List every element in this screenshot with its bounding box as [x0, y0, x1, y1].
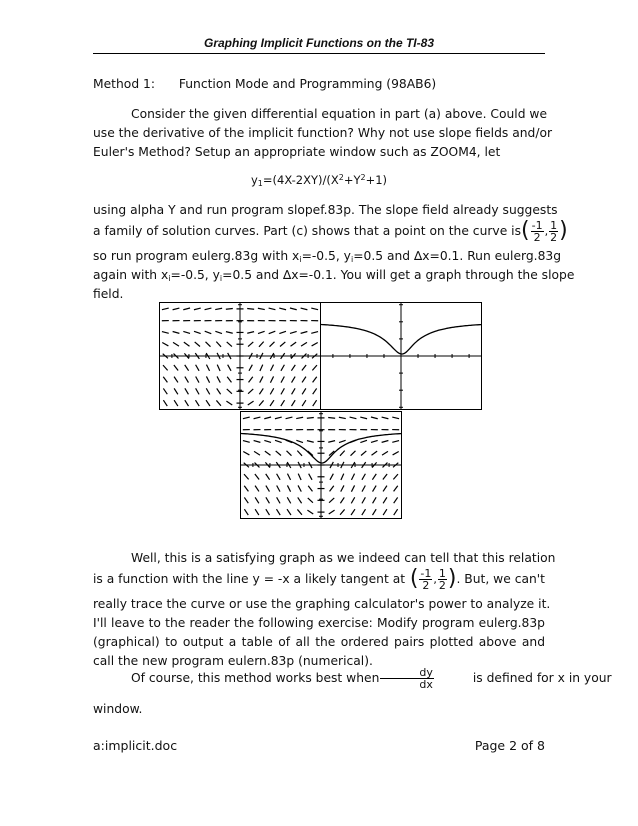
slope-segment — [266, 509, 270, 515]
slope-segment — [296, 440, 303, 442]
slope-segment — [308, 486, 312, 492]
slope-segment — [265, 451, 271, 455]
slope-segment — [339, 417, 346, 418]
slope-segment — [270, 400, 274, 406]
slope-segment — [254, 417, 261, 419]
method-title: Function Mode and Programming (98AB6) — [178, 77, 437, 91]
slope-segment — [279, 308, 286, 310]
slope-segment — [266, 486, 270, 492]
slope-segment — [373, 497, 377, 503]
slope-segment — [195, 342, 200, 347]
slope-segment — [372, 474, 376, 480]
slope-segment — [361, 451, 366, 456]
slope-segment — [307, 510, 313, 514]
slope-segment — [313, 377, 317, 383]
slope-segment — [173, 308, 180, 310]
para3-line4: I'll leave to the reader the following exercise: Modify program eulerg.83p — [93, 616, 545, 630]
slope-segment — [307, 441, 314, 443]
slope-segment — [341, 474, 344, 480]
slope-segment — [248, 389, 253, 394]
slope-segment — [394, 486, 398, 492]
slope-segment — [351, 451, 356, 456]
slope-segment — [340, 451, 345, 456]
slope-segment — [269, 331, 276, 333]
slope-segment — [196, 365, 199, 371]
slope-segment — [308, 498, 313, 503]
slope-segment — [174, 388, 178, 394]
para3-line5: (graphical) to output a table of all the ordered pairs plotted above and — [93, 635, 545, 649]
slope-segment — [270, 388, 273, 394]
slope-segment — [281, 400, 285, 406]
slope-segment — [301, 342, 307, 346]
slope-segment — [247, 309, 254, 310]
slope-segment — [362, 497, 365, 503]
slope-segment — [309, 474, 312, 480]
slope-segment — [217, 365, 220, 371]
slope-segment — [311, 308, 318, 310]
slope-segment — [287, 474, 290, 480]
slope-segment — [260, 365, 263, 371]
slope-segment — [254, 451, 260, 455]
slope-segment — [270, 376, 273, 382]
slope-segment — [215, 308, 222, 309]
slope-segment — [194, 308, 201, 310]
slope-segment — [244, 497, 248, 503]
tangent-point-fraction: ( $\frac{-1}{2}$ , $\frac{1}{2}$ ) — [409, 566, 457, 592]
slope-segment — [330, 486, 334, 492]
slope-segment — [360, 417, 367, 419]
slope-segment — [206, 342, 211, 347]
slope-segment — [162, 308, 169, 310]
slope-field-plot — [160, 303, 320, 409]
slope-segment — [217, 388, 221, 394]
slope-segment — [382, 451, 388, 455]
slope-segment — [307, 418, 314, 419]
slope-segment — [244, 509, 248, 515]
slope-segment — [185, 400, 189, 406]
slope-segment — [281, 376, 284, 382]
slope-segment — [281, 388, 284, 394]
slope-segment — [249, 377, 253, 383]
slope-segment — [243, 417, 250, 419]
slope-segment — [297, 509, 302, 514]
slope-segment — [383, 509, 387, 515]
slope-segment — [266, 497, 270, 503]
slope-segment — [226, 401, 232, 405]
slope-segment — [302, 365, 306, 371]
slope-segment — [298, 497, 302, 503]
slope-segment — [196, 388, 199, 394]
footer-page-number: Page 2 of 8 — [474, 738, 545, 753]
slope-segment — [328, 418, 335, 419]
page-header: Graphing Implicit Functions on the TI-83 — [203, 36, 434, 50]
slope-segment — [247, 332, 254, 334]
para2-line3: so run program eulerg.83g with $x_i=-0.5$, $y_i=0.5$ and ∆x=0.1. Run eulerg.83g — [93, 249, 562, 264]
slope-segment — [217, 376, 220, 382]
slope-segment — [259, 388, 263, 394]
slope-segment — [255, 509, 259, 515]
combined-graph — [240, 411, 402, 519]
slope-segment — [174, 377, 178, 383]
slope-segment — [276, 509, 280, 515]
slope-segment — [330, 474, 333, 480]
para2-line4: again with $x_i=-0.5$, $y_i=0.5$ and ∆x=-0.1. You will get a graph through the slope — [93, 268, 575, 283]
slope-segment — [185, 388, 189, 394]
slope-segment — [286, 417, 293, 419]
slope-segment — [281, 365, 284, 371]
footer-filename: a:implicit.doc — [93, 738, 178, 753]
slope-segment — [275, 417, 282, 419]
slope-segment — [312, 343, 318, 346]
slope-segment — [394, 497, 398, 503]
slope-segment — [275, 440, 282, 442]
slope-segment — [313, 400, 317, 406]
point-fraction: ( $\frac{-1}{2}$ , $\frac{1}{2}$ ) — [521, 218, 568, 244]
slope-segment — [185, 377, 189, 383]
slope-segment — [296, 417, 303, 418]
slope-segment — [302, 400, 306, 406]
slope-segment — [174, 400, 178, 406]
method-label: Method 1: — [93, 77, 155, 91]
slope-segment — [206, 365, 209, 371]
slope-segment — [372, 451, 378, 455]
slope-segment — [206, 400, 210, 406]
slope-segment — [162, 343, 168, 346]
slope-segment — [362, 509, 366, 515]
slope-segment — [351, 485, 354, 491]
slope-segment — [249, 365, 252, 371]
para3-line1: Well, this is a satisfying graph as we indeed can tell that this relation — [131, 551, 556, 565]
header-rule — [93, 53, 545, 54]
slope-segment — [382, 441, 389, 443]
slope-segment — [258, 331, 265, 333]
slope-segment — [266, 474, 270, 480]
para1-line3: Euler's Method? Setup an appropriate window such as ZOOM4, let — [93, 145, 501, 159]
slope-segment — [259, 342, 264, 347]
slope-segment — [291, 365, 295, 371]
slope-segment — [174, 365, 178, 371]
slope-segment — [206, 388, 209, 394]
slope-segment — [292, 388, 296, 394]
slope-segment — [382, 417, 389, 419]
slope-segment — [162, 332, 169, 334]
para3-line2: is a function with the line y = -x a likely tangent at ( $\frac{-1}{2}$ , $\frac{1}{2}$ ) . But, we can't — [93, 566, 545, 592]
slope-segment — [393, 474, 398, 479]
slope-segment — [287, 509, 291, 515]
slope-segment — [329, 498, 334, 503]
para2-line1: using alpha Y and run program slopef.83p. The slope field already suggests — [93, 203, 558, 217]
slope-segment — [196, 376, 199, 382]
slope-segment — [351, 497, 354, 503]
slope-segment — [259, 400, 264, 405]
slope-segment — [287, 485, 290, 491]
method-heading — [93, 77, 545, 91]
slope-segment — [341, 485, 344, 491]
slope-segment — [291, 400, 295, 406]
slope-segment — [297, 451, 302, 456]
slope-segment — [362, 485, 365, 491]
slope-segment — [340, 509, 345, 514]
slope-segment — [362, 474, 365, 480]
slope-segment — [313, 388, 317, 394]
slope-segment — [194, 331, 201, 333]
slope-segment — [360, 440, 367, 442]
euler-curve-plot — [321, 303, 481, 409]
slope-segment — [277, 474, 280, 480]
slope-segment — [183, 308, 190, 310]
slope-segment — [298, 485, 301, 491]
slope-segment — [371, 417, 378, 419]
slope-segment — [255, 486, 259, 492]
slope-segment — [276, 451, 281, 456]
slope-segment — [373, 486, 377, 492]
slope-segment — [312, 365, 317, 370]
slope-segment — [302, 388, 306, 394]
slope-segment — [184, 342, 190, 346]
slope-segment — [185, 365, 189, 371]
slope-segment — [227, 342, 232, 347]
para3-line3: really trace the curve or use the graphing calculator's power to analyze it. — [93, 597, 551, 611]
slope-segment — [264, 440, 271, 442]
slope-segment — [392, 441, 399, 443]
slope-segment — [270, 342, 275, 347]
slope-segment — [351, 509, 355, 515]
slope-segment — [290, 331, 297, 333]
slope-segment — [280, 342, 285, 347]
slope-segment — [244, 486, 248, 492]
slope-segment — [270, 365, 273, 371]
slope-segment — [248, 342, 253, 347]
combined-plot — [241, 412, 401, 518]
slope-segment — [371, 440, 378, 442]
slope-segment — [340, 497, 344, 503]
slope-segment — [392, 417, 399, 419]
slope-segment — [206, 376, 209, 382]
para1-line2: use the derivative of the implicit function? Why not use slope fields and/or — [93, 126, 553, 140]
para2-line5: field. — [93, 287, 124, 301]
equation: $y_1=(4X-2XY)/(X^2+Y^2+1)$ — [250, 173, 388, 188]
slope-segment — [287, 451, 292, 456]
para2-line2: a family of solution curves. Part (c) shows that a point on the curve is ( $\frac{-1}{2}$ , $\frac{1}{2}$ ) — [93, 218, 568, 244]
slope-segment — [226, 309, 233, 310]
slope-segment — [227, 377, 231, 383]
slope-segment — [329, 510, 335, 514]
slope-segment — [291, 342, 297, 346]
slope-segment — [298, 474, 301, 480]
slope-segment — [269, 308, 276, 310]
slope-segment — [205, 331, 212, 333]
slope-segment — [277, 497, 280, 503]
slope-segment — [328, 441, 335, 443]
para3-line6: call the new program eulern.83p (numerical). — [93, 654, 373, 668]
slope-segment — [216, 400, 221, 405]
para1-line1: Consider the given differential equation in part (a) above. Could we — [131, 107, 548, 121]
slope-segment — [394, 509, 398, 515]
slope-segment — [311, 332, 318, 334]
slope-segment — [290, 308, 297, 310]
slope-segment — [254, 441, 261, 443]
slope-segment — [301, 332, 308, 334]
slope-segment — [383, 497, 387, 503]
slope-segment — [383, 486, 387, 492]
slope-segment — [351, 474, 354, 480]
slope-segment — [301, 308, 308, 310]
slope-segment — [264, 417, 271, 419]
slope-segment — [248, 401, 254, 405]
slope-segment — [215, 331, 222, 333]
page-footer — [93, 738, 545, 753]
slope-field-graph — [159, 302, 321, 410]
slope-segment — [244, 474, 249, 479]
slope-segment — [205, 308, 212, 310]
slope-segment — [195, 400, 199, 406]
slope-segment — [287, 497, 290, 503]
slope-segment — [163, 365, 168, 370]
slope-segment — [302, 377, 306, 383]
para4-line1: Of course, this method works best when $\frac{dy}{dx}$ is defined for x in your — [131, 665, 612, 691]
slope-segment — [260, 376, 263, 382]
slope-segment — [277, 485, 280, 491]
slope-segment — [339, 440, 346, 442]
slope-segment — [216, 342, 221, 347]
slope-segment — [255, 497, 259, 503]
slope-segment — [372, 509, 376, 515]
slope-segment — [183, 331, 190, 333]
slope-segment — [383, 474, 387, 480]
slope-segment — [243, 441, 250, 443]
slope-segment — [228, 365, 231, 371]
euler-curve-graph — [320, 302, 482, 410]
slope-segment — [173, 332, 180, 334]
slope-segment — [292, 377, 296, 383]
slope-segment — [163, 388, 167, 394]
slope-segment — [173, 342, 179, 346]
para4-line2: window. — [93, 702, 143, 716]
slope-segment — [350, 417, 357, 419]
slope-segment — [258, 308, 265, 309]
slope-segment — [279, 331, 286, 333]
slope-segment — [243, 452, 249, 455]
slope-segment — [226, 332, 233, 334]
slope-segment — [227, 389, 232, 394]
dy-dx-fraction: $\frac{dy}{dx}$ — [380, 667, 434, 690]
slope-segment — [393, 452, 399, 455]
slope-segment — [163, 400, 167, 406]
slope-segment — [163, 377, 167, 383]
slope-segment — [255, 474, 259, 480]
